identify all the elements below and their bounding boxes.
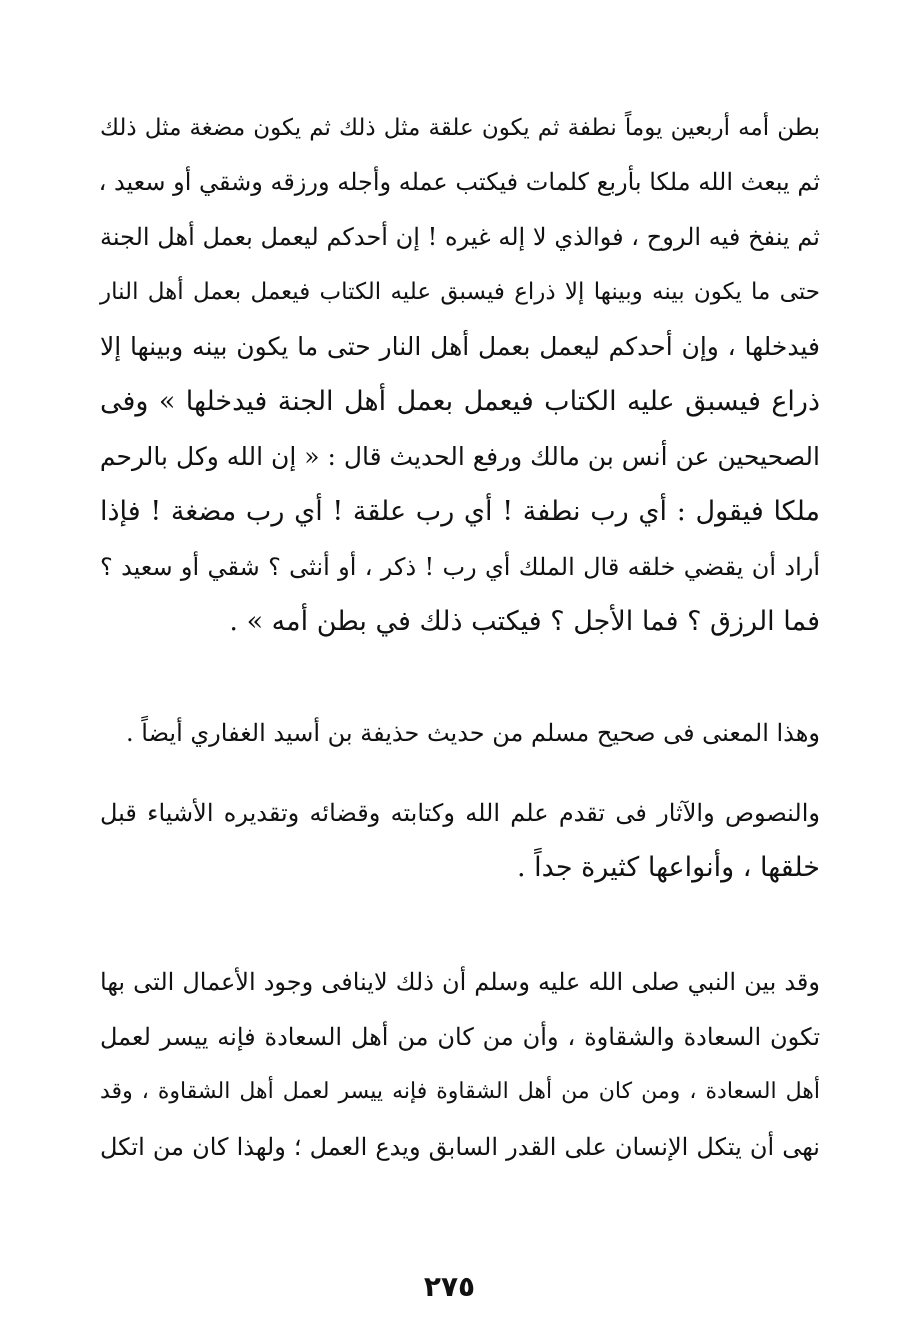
text-line: فيدخلها ، وإن أحدكم ليعمل بعمل أهل النار حتى ما يكون بينه وبينها إلا [100,332,820,361]
text-line: بطن أمه أربعين يوماً نطفة ثم يكون علقة مثل ذلك ثم يكون مضغة مثل ذلك [100,115,820,141]
text-line: ثم ينفخ فيه الروح ، فوالذي لا إله غيره ! إن أحدكم ليعمل بعمل أهل الجنة [100,223,820,251]
text-line: تكون السعادة والشقاوة ، وأن من كان من أهل السعادة فإنه ييسر لعمل [100,1023,820,1051]
text-line: فما الرزق ؟ فما الأجل ؟ فيكتب ذلك في بطن أمه » . [229,606,820,637]
text-line: خلقها ، وأنواعها كثيرة جداً . [516,852,820,883]
text-line: الصحيحين عن أنس بن مالك ورفع الحديث قال : « إن الله وكل بالرحم [99,442,820,471]
text-line: وهذا المعنى فى صحيح مسلم من حديث حذيفة بن أسيد الغفاري أيضاً . [126,719,820,747]
text-line: نهى أن يتكل الإنسان على القدر السابق ويدع العمل ؛ ولهذا كان من اتكل [100,1133,820,1161]
text-line: ثم يبعث الله ملكا بأربع كلمات فيكتب عمله وأجله ورزقه وشقي أو سعيد ، [98,168,820,196]
text-line: ملكا فيقول : أي رب نطفة ! أي رب علقة ! أي رب مضغة ! فإذا [100,496,820,527]
text-line: والنصوص والآثار فى تقدم علم الله وكتابته وقضائه وتقديره الأشياء قبل [100,799,820,827]
text-line: أهل السعادة ، ومن كان من أهل الشقاوة فإنه ييسر لعمل أهل الشقاوة ، وقد [100,1079,820,1104]
page-number: ٢٧٥ [423,1270,476,1303]
text-line: وقد بين النبي صلى الله عليه وسلم أن ذلك لاينافى وجود الأعمال التى بها [100,968,820,996]
text-line: أراد أن يقضي خلقه قال الملك أي رب ! ذكر ، أو أنثى ؟ شقي أو سعيد ؟ [100,553,820,581]
text-line: حتى ما يكون بينه وبينها إلا ذراع فيسبق عليه الكتاب فيعمل بعمل أهل النار [100,279,820,305]
text-line: ذراع فيسبق عليه الكتاب فيعمل بعمل أهل الجنة فيدخلها » وفى [100,386,820,417]
